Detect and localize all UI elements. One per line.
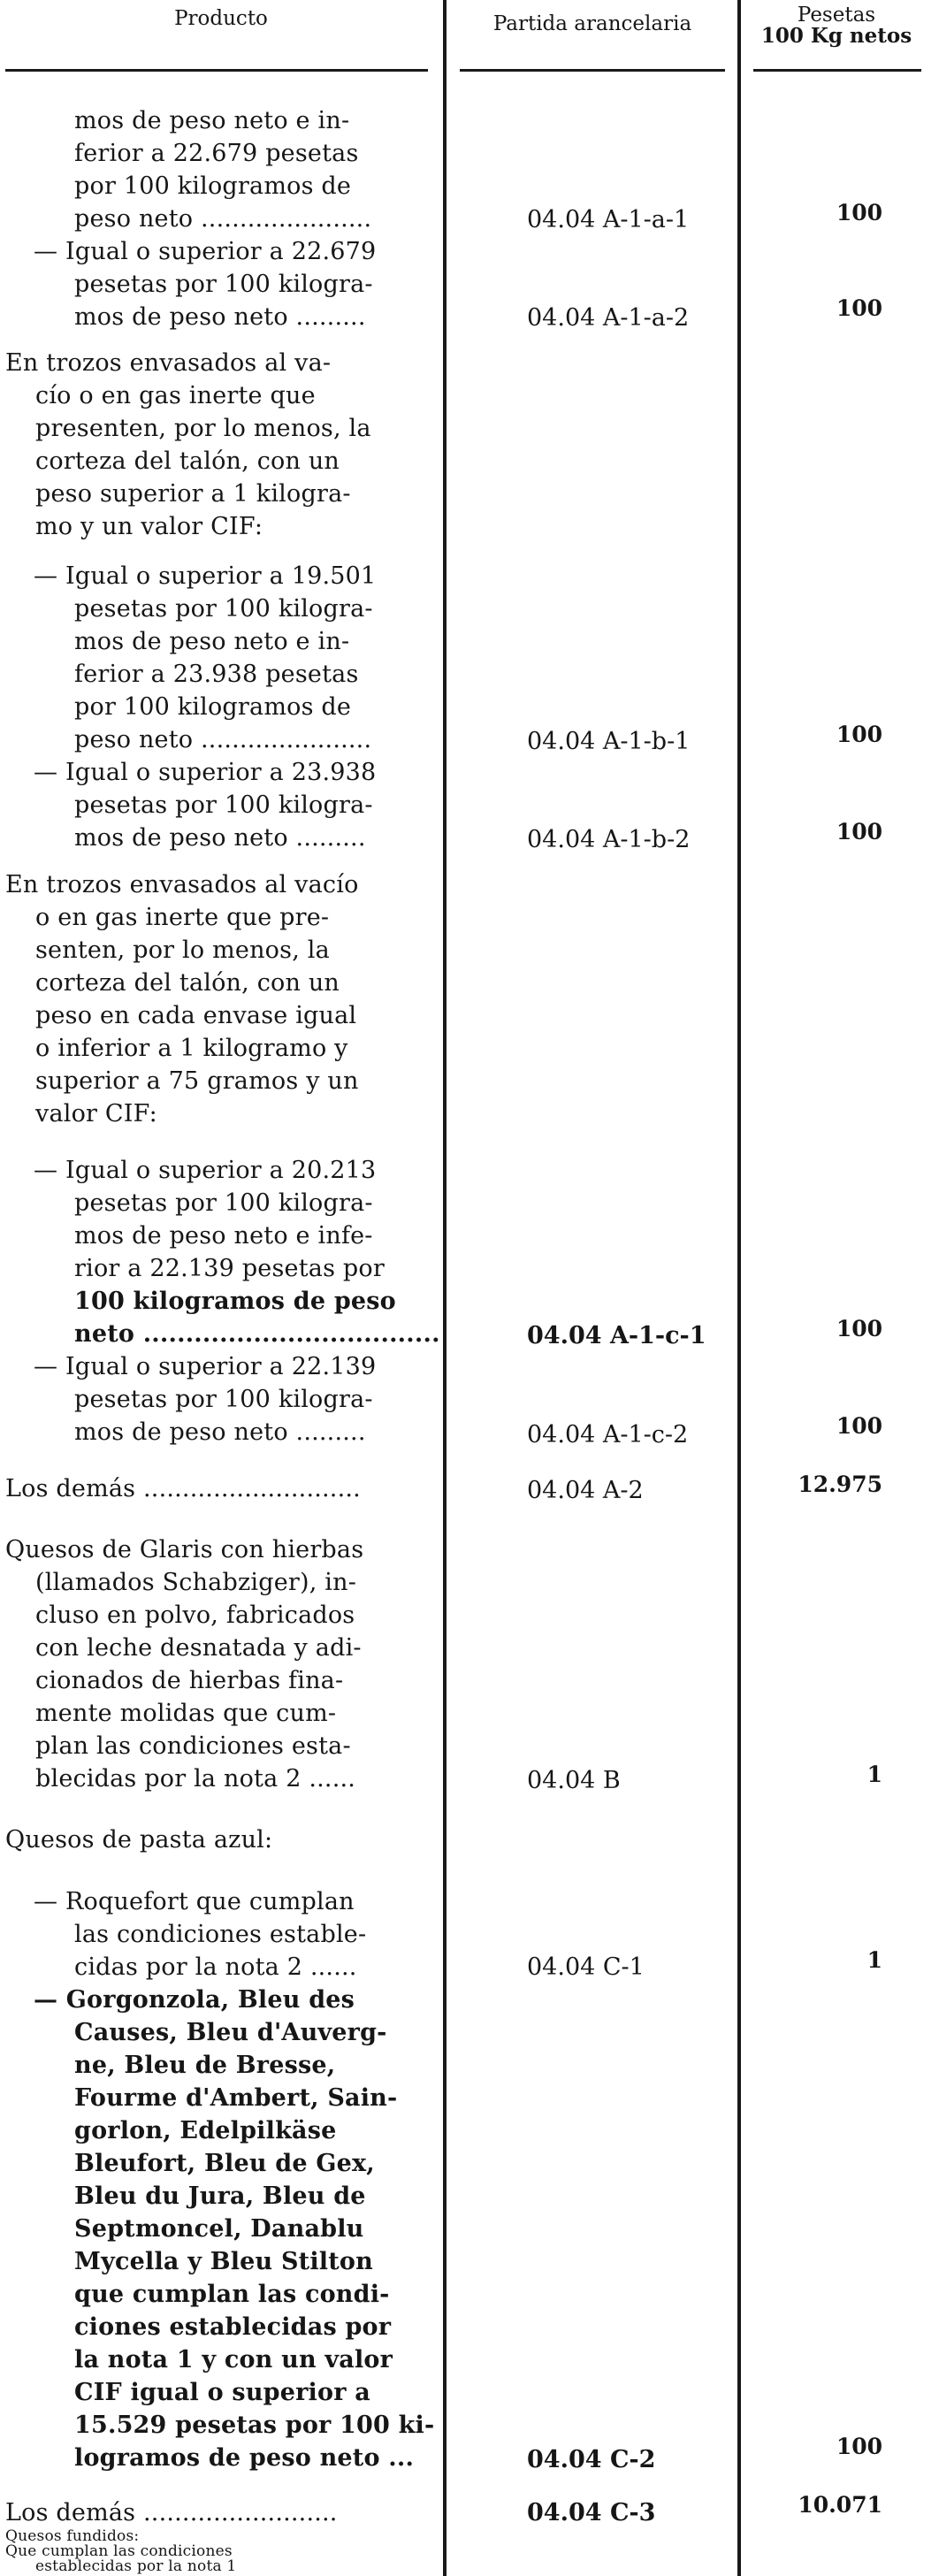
product-text: con leche desnatada y adi- [35,1634,362,1662]
product-text: — Roquefort que cumplan [34,1888,355,1915]
product-text: peso neto ...................... [74,726,372,753]
product-text: — Gorgonzola, Bleu des [34,1986,355,2014]
product-text: superior a 75 gramos y un [35,1067,359,1095]
product-text: Bleufort, Bleu de Gex, [74,2150,375,2177]
product-text: pesetas por 100 kilogra- [74,271,373,298]
product-text: Quesos de pasta azul: [5,1826,273,1854]
product-text: mos de peso neto e in- [74,628,350,655]
product-text: presenten, por lo menos, la [35,415,371,442]
product-text: mente molidas que cum- [35,1700,337,1727]
partida-code: 04.04 B [527,1767,621,1794]
pesetas-value: 100 [836,295,882,321]
product-text: cío o en gas inerte que [35,382,316,409]
product-text: Que cumplan las condiciones [5,2542,233,2560]
product-text: — Igual o superior a 20.213 [34,1157,377,1184]
product-text: Quesos de Glaris con hierbas [5,1536,364,1563]
partida-code: 04.04 C-2 [527,2446,656,2473]
product-text: En trozos envasados al va- [5,349,332,377]
product-text: mos de peso neto e in- [74,107,350,134]
product-text: corteza del talón, con un [35,969,340,997]
pesetas-value: 100 [836,819,882,845]
product-text: peso superior a 1 kilogra- [35,480,351,508]
pesetas-value: 1 [866,1762,882,1787]
product-text: cionados de hierbas fina- [35,1667,344,1694]
partida-code: 04.04 A-1-c-1 [527,1322,706,1349]
partida-code: 04.04 A-1-b-1 [527,728,691,755]
product-text: establecidas por la nota 1 [35,2557,237,2575]
product-text: o inferior a 1 kilogramo y [35,1035,348,1062]
pesetas-value: 100 [836,1413,882,1439]
pesetas-value: 12.975 [798,1471,882,1497]
header-rule-1 [5,69,428,72]
product-text: peso en cada envase igual [35,1002,357,1029]
header-producto: Producto [174,7,268,30]
product-text: la nota 1 y con un valor [74,2346,393,2373]
product-text: ferior a 23.938 pesetas [74,661,359,688]
product-text: cluso en polvo, fabricados [35,1601,355,1629]
product-text: Quesos fundidos: [5,2527,140,2545]
product-text: blecidas por la nota 2 ...... [35,1765,356,1792]
product-text: mos de peso neto ......... [74,824,366,852]
product-text: corteza del talón, con un [35,447,340,475]
partida-code: 04.04 A-2 [527,1477,644,1504]
product-text: senten, por lo menos, la [35,936,330,964]
pesetas-value: 100 [836,722,882,747]
product-text: — Igual o superior a 19.501 [34,562,377,590]
partida-code: 04.04 A-1-b-2 [527,826,691,853]
header-rule-2 [460,69,725,72]
product-text: Septmoncel, Danablu [74,2215,364,2243]
product-text: ferior a 22.679 pesetas [74,140,359,167]
product-text: por 100 kilogramos de [74,693,352,721]
product-text: logramos de peso neto ... [74,2444,415,2472]
product-text: ciones establecidas por [74,2313,392,2341]
product-text: Causes, Bleu d'Auverg- [74,2019,387,2046]
column-divider-right [737,0,741,2576]
product-text: — Igual o superior a 23.938 [34,759,377,786]
product-text: 15.529 pesetas por 100 ki- [74,2412,435,2439]
header-pesetas-2: 100 Kg netos [760,24,912,48]
header-partida: Partida arancelaria [492,12,692,35]
product-text: peso neto ...................... [74,205,372,233]
product-text: — Igual o superior a 22.679 [34,238,377,265]
product-text: mos de peso neto ......... [74,303,366,331]
product-text: ne, Bleu de Bresse, [74,2052,336,2079]
header-rule-3 [753,69,921,72]
product-text: valor CIF: [35,1100,157,1127]
product-text: (llamados Schabziger), in- [35,1569,357,1596]
product-text: cidas por la nota 2 ...... [74,1953,357,1981]
header-pesetas-1: Pesetas [797,4,876,27]
pesetas-value: 100 [836,2434,882,2459]
pesetas-value: 100 [836,200,882,225]
partida-code: 04.04 A-1-c-2 [527,1421,689,1449]
partida-code: 04.04 C-1 [527,1953,645,1981]
product-text: neto ................................... [74,1320,440,1348]
partida-code: 04.04 C-3 [527,2499,656,2526]
product-text: pesetas por 100 kilogra- [74,791,373,819]
pesetas-value: 1 [866,1947,882,1973]
product-text: CIF igual o superior a [74,2379,370,2406]
product-text: Fourme d'Ambert, Sain- [74,2084,398,2112]
product-text: que cumplan las condi- [74,2281,390,2308]
product-text: pesetas por 100 kilogra- [74,1189,373,1217]
product-text: gorlon, Edelpilkäse [74,2117,337,2144]
product-text: pesetas por 100 kilogra- [74,595,373,623]
product-text: Los demás ............................ [5,1475,361,1502]
product-text: En trozos envasados al vacío [5,871,359,898]
product-text: 100 kilogramos de peso [74,1288,396,1315]
product-text: las condiciones estable- [74,1921,367,1948]
product-text: mo y un valor CIF: [35,513,263,540]
product-text: Mycella y Bleu Stilton [74,2248,373,2275]
pesetas-value: 10.071 [798,2492,882,2518]
pesetas-value: 100 [836,1316,882,1342]
product-text: plan las condiciones esta- [35,1732,351,1760]
column-divider-left [443,0,447,2576]
product-text: pesetas por 100 kilogra- [74,1386,373,1413]
partida-code: 04.04 A-1-a-1 [527,206,690,233]
product-text: mos de peso neto ......... [74,1418,366,1446]
product-text: Los demás ......................... [5,2499,338,2526]
partida-code: 04.04 A-1-a-2 [527,304,690,332]
product-text: — Igual o superior a 22.139 [34,1353,377,1380]
product-text: mos de peso neto e infe- [74,1222,373,1250]
product-text: rior a 22.139 pesetas por [74,1255,385,1282]
product-text: o en gas inerte que pre- [35,904,330,931]
product-text: por 100 kilogramos de [74,172,352,200]
product-text: Bleu du Jura, Bleu de [74,2182,366,2210]
